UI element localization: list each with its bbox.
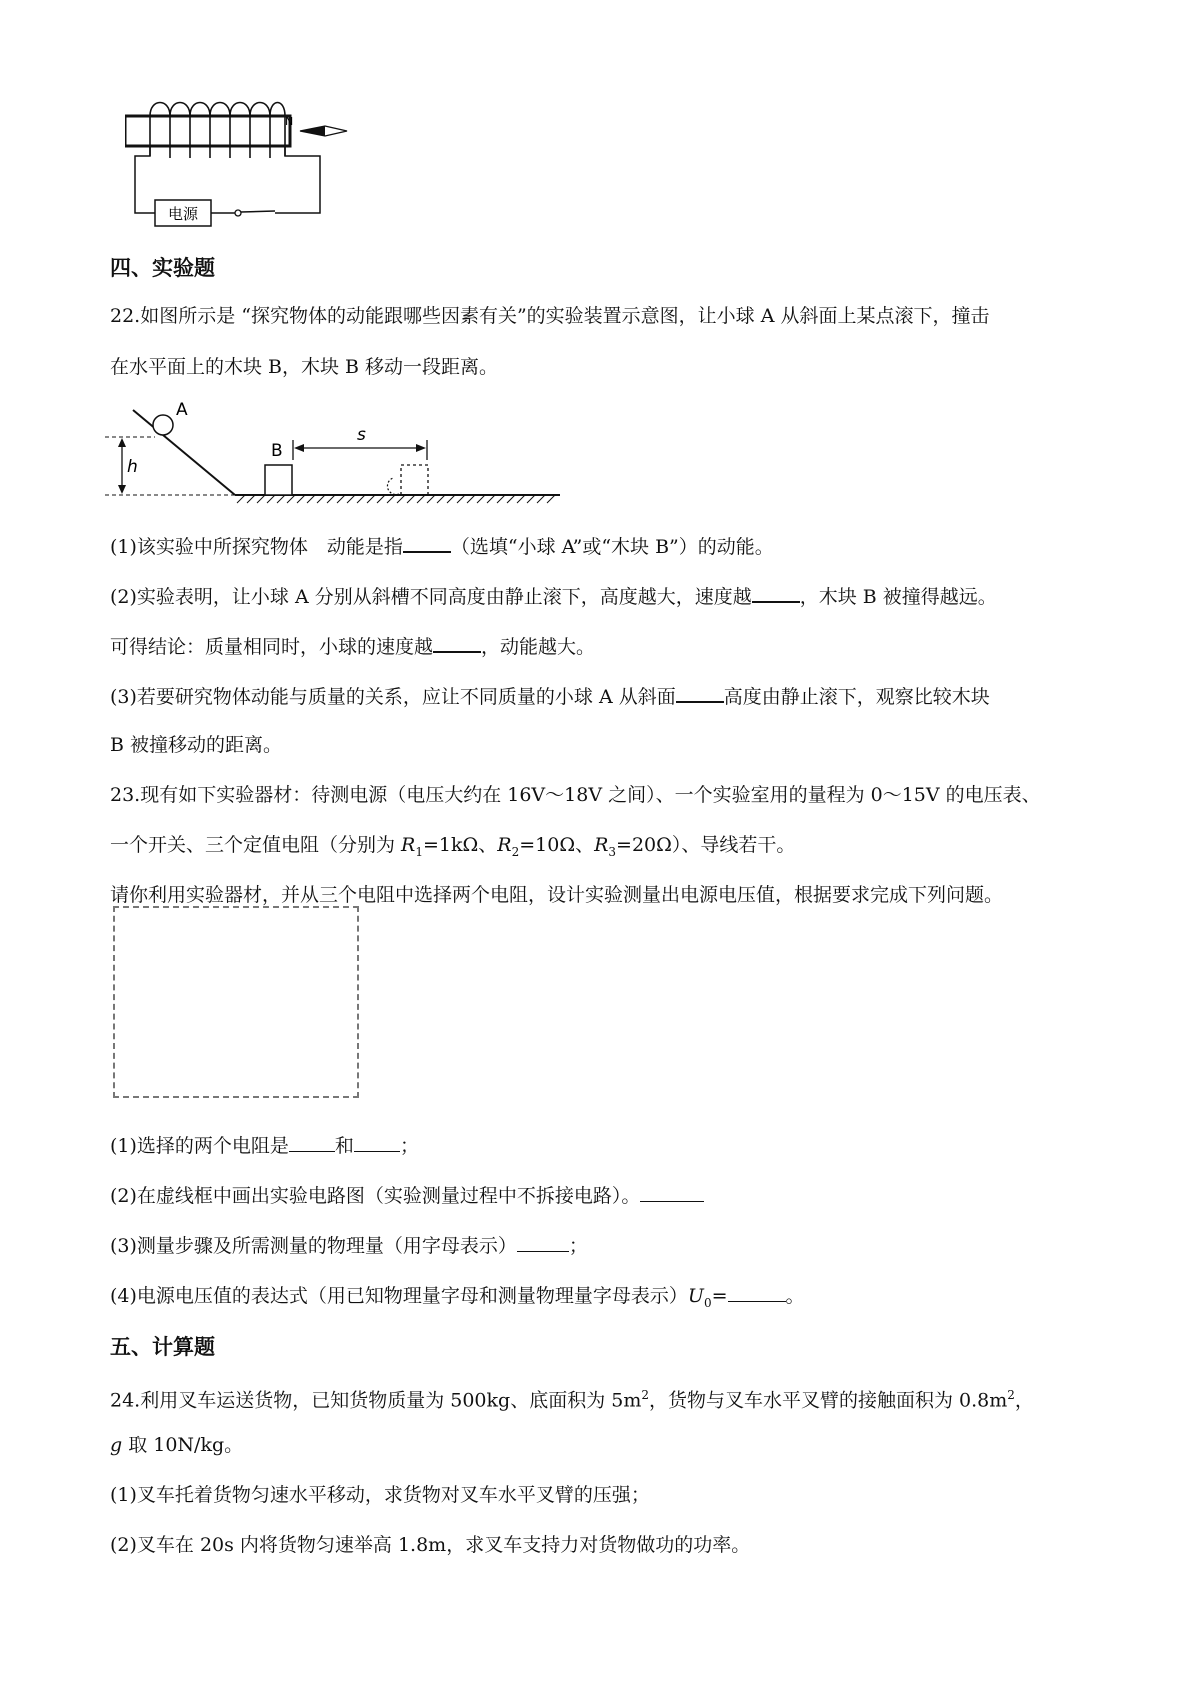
answer-blank[interactable] [433, 633, 481, 653]
block-b-label: B [271, 441, 283, 461]
circuit-drawing-box[interactable] [113, 906, 359, 1098]
q23-line3: 请你利用实验器材，并从三个电阻中选择两个电阻，设计实验测量出电源电压值，根据要求完成下列问题。 [110, 884, 1004, 906]
q22-p2: (2)实验表明，让小球 A 分别从斜槽不同高度由静止滚下，高度越大，速度越 ，木块 B 被撞得越远。 [110, 583, 997, 609]
q23-p4: (4)电源电压值的表达式（用已知物理量字母和测量物理量字母表示）$U_0=$ 。 [110, 1285, 805, 1310]
q22-line1: 22.如图所示是 “探究物体的动能跟哪些因素有关”的实验装置示意图，让小球 A 从斜面上某点滚下，撞击 [110, 305, 990, 327]
ground-hatching [237, 495, 555, 503]
q22-line2: 在水平面上的木块 B，木块 B 移动一段距离。 [110, 356, 499, 378]
q24-p1: (1)叉车托着货物匀速水平移动，求货物对叉车水平叉臂的压强； [110, 1484, 650, 1506]
q22-p3: (3)若要研究物体动能与质量的关系，应让不同质量的小球 A 从斜面 高度由静止滚下，观察比较木块 [110, 683, 990, 709]
answer-blank[interactable] [728, 1283, 786, 1302]
north-label: N [285, 115, 294, 128]
solenoid-figure [125, 98, 355, 238]
incline-ramp [133, 410, 235, 495]
kinetic-energy-figure [105, 400, 565, 510]
distance-label: s [357, 425, 366, 445]
q23-line1: 23.现有如下实验器材：待测电源（电压大约在 16V～18V 之间）、一个实验室用的量程为 0～15V 的电压表、 [110, 784, 1041, 806]
q24-p2: (2)叉车在 20s 内将货物匀速举高 1.8m，求叉车支持力对货物做功的功率。 [110, 1534, 751, 1556]
q24-line2: g 取 10N/kg。 [110, 1434, 244, 1456]
ball-a-moved [387, 478, 399, 495]
q23-p3: (3)测量步骤及所需测量的物理量（用字母表示） ； [110, 1235, 588, 1257]
ball-a-label: A [176, 400, 188, 420]
q23-p1: (1)选择的两个电阻是 和 ； [110, 1135, 419, 1157]
q22-p2-conclusion: 可得结论：质量相同时，小球的速度越 ，动能越大。 [110, 633, 595, 659]
power-label: 电源 [167, 205, 199, 223]
ball-a [153, 415, 173, 435]
section-4-title: 四、实验题 [110, 256, 215, 280]
answer-blank[interactable] [517, 1233, 569, 1252]
q22-p1: (1)该实验中所探究物体 动能是指 （选填“小球 A”或“木块 B”）的动能。 [110, 533, 774, 559]
coil-windings [150, 103, 285, 159]
block-b-moved [401, 465, 428, 495]
answer-blank[interactable] [676, 683, 724, 703]
answer-blank[interactable] [354, 1133, 400, 1152]
block-b [265, 465, 292, 495]
answer-blank[interactable] [752, 583, 800, 603]
switch-icon [235, 210, 241, 216]
answer-blank[interactable] [403, 533, 451, 553]
section-5-title: 五、计算题 [110, 1335, 215, 1359]
q22-p3-cont: B 被撞移动的距离。 [110, 734, 283, 756]
q24-line1: 24.利用叉车运送货物，已知货物质量为 500kg、底面积为 $5m^2$，货物与叉车水平叉臂的接触面积为 $0.8m^2$， [110, 1388, 1034, 1412]
answer-blank[interactable] [640, 1183, 704, 1202]
height-label: h [127, 457, 138, 477]
q23-line2: 一个开关、三个定值电阻（分别为 $R_1=1k\Omega$、$R_2=10\Omega$、$R_3=20\Omega$）、导线若干。 [110, 834, 796, 859]
q23-p2: (2)在虚线框中画出实验电路图（实验测量过程中不拆接电路）。 [110, 1183, 704, 1208]
compass-needle-icon [300, 126, 347, 136]
answer-blank[interactable] [289, 1133, 335, 1152]
